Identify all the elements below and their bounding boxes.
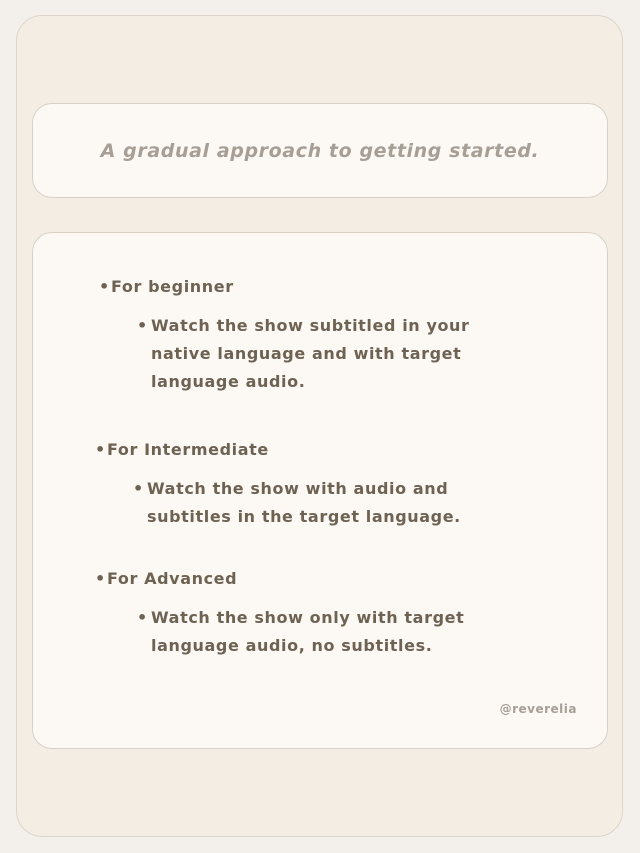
- content-card: [32, 232, 608, 749]
- author-handle: @reverelia: [499, 702, 577, 716]
- level-description-beginner: [137, 312, 511, 396]
- level-description-advanced: [137, 604, 503, 660]
- level-description-text: Watch the show subtitled in your native language and with target language audio.: [151, 316, 470, 391]
- bullet-icon: •: [137, 608, 148, 627]
- bullet-icon: •: [99, 277, 110, 296]
- level-description-intermediate: [133, 475, 499, 531]
- bullet-icon: •: [95, 440, 106, 459]
- level-heading-intermediate: [95, 440, 269, 459]
- level-heading-label: For Intermediate: [107, 440, 269, 459]
- bullet-icon: •: [137, 316, 148, 335]
- level-heading-label: For Advanced: [107, 569, 238, 588]
- bullet-icon: •: [95, 569, 106, 588]
- level-heading-label: For beginner: [111, 277, 234, 296]
- level-description-text: Watch the show with audio and subtitles in the target language.: [147, 479, 461, 526]
- level-description-text: Watch the show only with target language audio, no subtitles.: [151, 608, 465, 655]
- bullet-icon: •: [133, 479, 144, 498]
- page-title: A gradual approach to getting started.: [100, 139, 540, 162]
- level-heading-beginner: [99, 277, 234, 296]
- level-heading-advanced: [95, 569, 237, 588]
- title-card: [32, 103, 608, 198]
